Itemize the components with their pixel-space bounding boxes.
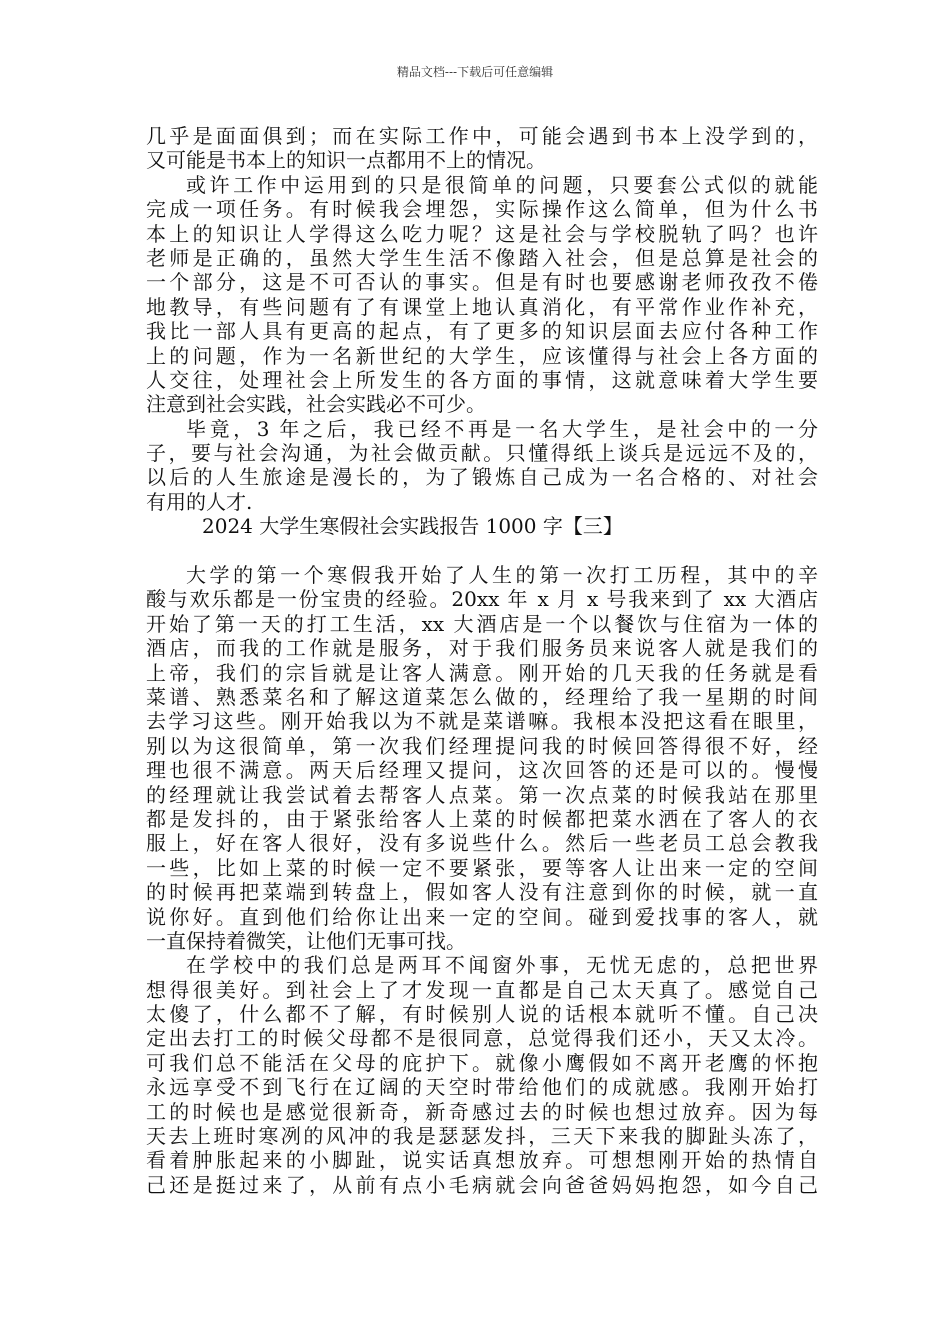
text-line: 大学的第一个寒假我开始了人生的第一次打工历程，其中的辛 bbox=[186, 563, 818, 588]
text-line: 完成一项任务。有时候我会埋怨，实际操作这么简单，但为什么书 bbox=[146, 197, 818, 222]
page-header: 精品文档---下载后可任意编辑 bbox=[396, 65, 554, 79]
text-line: 可我们总不能活在父母的庇护下。就像小鹰假如不离开老鹰的怀抱 bbox=[146, 1050, 818, 1075]
text-line: 别以为这很简单，第一次我们经理提问我的时候回答得很不好，经 bbox=[146, 733, 818, 758]
text-line: 酸与欢乐都是一份宝贵的经验。20xx 年 x 月 x 号我来到了 xx 大酒店 bbox=[146, 587, 818, 612]
text-line: 的经理就让我尝试着去帮客人点菜。第一次点菜的时候我站在那里 bbox=[146, 782, 818, 807]
text-line: 本上的知识让人学得这么吃力呢？这是社会与学校脱轨了吗？也许 bbox=[146, 221, 818, 246]
text-line: 定出去打工的时候父母都不是很同意，总觉得我们还小，天又太冷。 bbox=[146, 1026, 818, 1051]
document-body bbox=[146, 124, 818, 1197]
text-line: 我比一部人具有更高的起点，有了更多的知识层面去应付各种工作 bbox=[146, 319, 818, 344]
text-line: 在学校中的我们总是两耳不闻窗外事，无忧无虑的，总把世界 bbox=[186, 953, 818, 978]
text-line: 一个部分，这是不可否认的事实。但是有时也要感谢老师孜孜不倦 bbox=[146, 270, 818, 295]
section-heading: 2024 大学生寒假社会实践报告 1000 字【三】 bbox=[202, 514, 623, 539]
text-line: 上帝，我们的宗旨就是让客人满意。刚开始的几天我的任务就是看 bbox=[146, 660, 818, 685]
text-line: 天去上班时寒冽的风冲的我是瑟瑟发抖，三天下来我的脚趾头冻了， bbox=[146, 1124, 818, 1149]
text-line: 一直保持着微笑，让他们无事可找。 bbox=[146, 928, 466, 953]
text-line: 老师是正确的，虽然大学生生活不像踏入社会，但是总算是社会的 bbox=[146, 245, 818, 270]
text-line: 服上，好在客人很好，没有多说些什么。然后一些老员工总会教我 bbox=[146, 831, 818, 856]
text-line: 太傻了，什么都不了解，有时候别人说的话根本就听不懂。自己决 bbox=[146, 1002, 818, 1027]
text-line: 己还是挺过来了，从前有点小毛病就会向爸爸妈妈抱怨，如今自己 bbox=[146, 1172, 818, 1197]
text-line: 去学习这些。刚开始我以为不就是菜谱嘛。我根本没把这看在眼里， bbox=[146, 709, 818, 734]
text-line: 毕竟，3 年之后，我已经不再是一名大学生，是社会中的一分 bbox=[186, 416, 818, 441]
text-line: 以后的人生旅途是漫长的，为了锻炼自己成为一名合格的、对社会 bbox=[146, 465, 818, 490]
text-line: 子，要与社会沟通，为社会做贡献。只懂得纸上谈兵是远远不及的， bbox=[146, 441, 818, 466]
blank-line bbox=[146, 539, 818, 563]
text-line: 工的时候也是感觉很新奇，新奇感过去的时候也想过放弃。因为每 bbox=[146, 1099, 818, 1124]
text-line: 理也很不满意。两天后经理又提问，这次回答的还是可以的。慢慢 bbox=[146, 758, 818, 783]
text-line: 说你好。直到他们给你让出来一定的空间。碰到爱找事的客人，就 bbox=[146, 904, 818, 929]
text-line: 菜谱、熟悉菜名和了解这道菜怎么做的，经理给了我一星期的时间 bbox=[146, 684, 818, 709]
text-line: 的时候再把菜端到转盘上，假如客人没有注意到你的时候，就一直 bbox=[146, 880, 818, 905]
text-line: 开始了第一天的打工生活，xx 大酒店是一个以餐饮与住宿为一体的 bbox=[146, 611, 818, 636]
text-line: 几乎是面面俱到；而在实际工作中，可能会遇到书本上没学到的， bbox=[146, 124, 818, 148]
text-line: 都是发抖的，由于紧张给客人上菜的时候都把菜水洒在了客人的衣 bbox=[146, 806, 818, 831]
text-line: 或许工作中运用到的只是很简单的问题，只要套公式似的就能 bbox=[186, 172, 818, 197]
text-line: 上的问题，作为一名新世纪的大学生，应该懂得与社会上各方面的 bbox=[146, 343, 818, 368]
text-line: 永远享受不到飞行在辽阔的天空时带给他们的成就感。我刚开始打 bbox=[146, 1075, 818, 1100]
text-line: 想得很美好。到社会上了才发现一直都是自己太天真了。感觉自己 bbox=[146, 977, 818, 1002]
text-line: 注意到社会实践，社会实践必不可少。 bbox=[146, 392, 486, 417]
text-line: 酒店，而我的工作就是服务，对于我们服务员来说客人就是我们的 bbox=[146, 636, 818, 661]
text-line: 人交往，处理社会上所发生的各方面的事情，这就意味着大学生要 bbox=[146, 367, 818, 392]
text-line: 地教导，有些问题有了有课堂上地认真消化，有平常作业作补充， bbox=[146, 294, 818, 319]
text-line: 一些，比如上菜的时候一定不要紧张，要等客人让出来一定的空间 bbox=[146, 855, 818, 880]
text-line: 看着肿胀起来的小脚趾，说实话真想放弃。可想想刚开始的热情自 bbox=[146, 1148, 818, 1173]
text-line: 有用的人才. bbox=[146, 489, 253, 514]
text-line: 又可能是书本上的知识一点都用不上的情况。 bbox=[146, 148, 546, 173]
